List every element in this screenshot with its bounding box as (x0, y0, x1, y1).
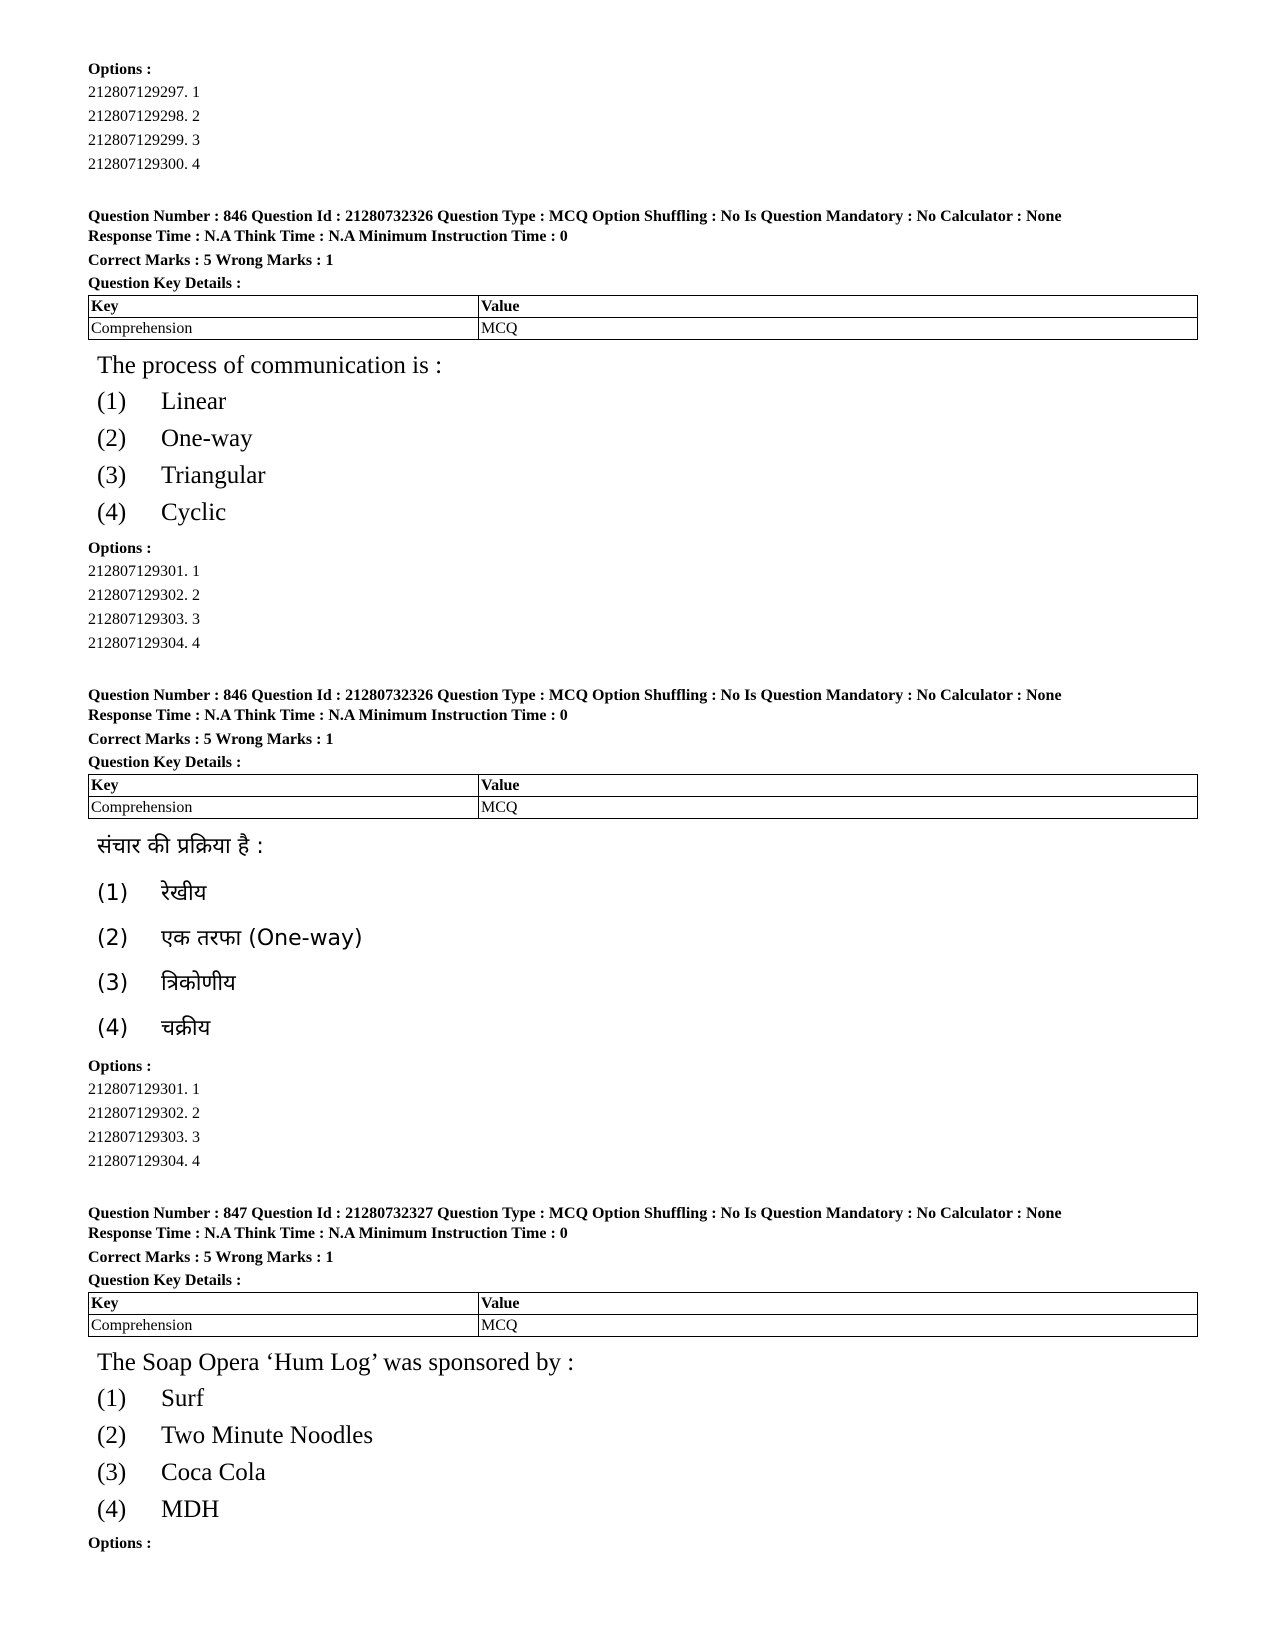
table-header-value: Value (479, 775, 1198, 797)
question-meta-timing: Response Time : N.A Think Time : N.A Minimum Instruction Time : 0 (88, 707, 568, 724)
question-marks: Correct Marks : 5 Wrong Marks : 1 (88, 1249, 334, 1266)
question-text: संचार की प्रक्रिया है : (97, 834, 264, 859)
choice-number: (2) (97, 425, 127, 452)
option-item: 212807129304. 4 (88, 1153, 200, 1170)
table-header-value: Value (479, 296, 1198, 318)
table-row (89, 775, 1198, 797)
table-header-key: Key (89, 1293, 479, 1315)
key-details-label: Question Key Details : (88, 1272, 242, 1289)
question-marks: Correct Marks : 5 Wrong Marks : 1 (88, 731, 334, 748)
option-item: 212807129300. 4 (88, 156, 200, 173)
option-item: 212807129301. 1 (88, 1081, 200, 1098)
table-header-value: Value (479, 1293, 1198, 1315)
answer-choice (97, 916, 1198, 961)
document-page (88, 58, 1198, 1555)
choice-text: Cyclic (161, 499, 227, 526)
table-cell-key: Comprehension (89, 318, 479, 340)
option-item: 212807129301. 1 (88, 563, 200, 580)
table-row (89, 1315, 1198, 1337)
table-cell-key: Comprehension (89, 797, 479, 819)
table-cell-value: MCQ (479, 797, 1198, 819)
choice-text: Linear (161, 388, 227, 415)
key-details-label: Question Key Details : (88, 275, 242, 292)
choice-number: (2) (97, 926, 129, 951)
question-meta-timing: Response Time : N.A Think Time : N.A Minimum Instruction Time : 0 (88, 228, 568, 245)
answer-choice (97, 1006, 1198, 1051)
option-item: 212807129302. 2 (88, 587, 200, 604)
answer-choice (97, 1491, 1198, 1528)
choice-text: Surf (161, 1385, 205, 1412)
choice-text: Two Minute Noodles (161, 1422, 374, 1449)
choice-number: (1) (97, 388, 127, 415)
choice-number: (2) (97, 1422, 127, 1449)
choice-text: One-way (161, 425, 253, 452)
answer-choice (97, 383, 1198, 420)
key-details-table (88, 295, 1198, 340)
choice-text: त्रिकोणीय (161, 971, 236, 996)
choice-text: MDH (161, 1496, 220, 1523)
options-label: Options : (88, 61, 152, 78)
question-meta: Question Number : 846 Question Id : 21280732326 Question Type : MCQ Option Shuffling : No Is Question Mandatory : No Calculator : None (88, 208, 1062, 225)
answer-choice (97, 1417, 1198, 1454)
option-item: 212807129302. 2 (88, 1105, 200, 1122)
choice-text: Triangular (161, 462, 266, 489)
table-cell-value: MCQ (479, 1315, 1198, 1337)
choice-text: एक तरफा (One-way) (161, 926, 363, 951)
option-item: 212807129299. 3 (88, 132, 200, 149)
options-label: Options : (88, 1535, 152, 1552)
option-item: 212807129297. 1 (88, 84, 200, 101)
question-content (97, 348, 1198, 531)
choice-number: (4) (97, 1016, 129, 1041)
option-item: 212807129303. 3 (88, 1129, 200, 1146)
answer-choice (97, 1454, 1198, 1491)
choice-number: (4) (97, 1496, 127, 1523)
question-meta-timing: Response Time : N.A Think Time : N.A Minimum Instruction Time : 0 (88, 1225, 568, 1242)
table-row (89, 318, 1198, 340)
question-meta: Question Number : 847 Question Id : 21280732327 Question Type : MCQ Option Shuffling : No Is Question Mandatory : No Calculator : None (88, 1205, 1062, 1222)
choice-text: रेखीय (161, 881, 207, 906)
choice-text: Coca Cola (161, 1459, 266, 1486)
option-item: 212807129304. 4 (88, 635, 200, 652)
question-content (97, 827, 1198, 1051)
answer-choice (97, 871, 1198, 916)
question-text: The Soap Opera ‘Hum Log’ was sponsored by : (97, 1349, 575, 1376)
question-block (88, 207, 1198, 656)
options-label: Options : (88, 1058, 152, 1075)
choice-number: (1) (97, 881, 129, 906)
key-details-table (88, 774, 1198, 819)
options-block (88, 58, 1198, 177)
question-text: The process of communication is : (97, 352, 443, 379)
choice-text: चक्रीय (161, 1016, 211, 1041)
options-label: Options : (88, 540, 152, 557)
question-content (97, 1345, 1198, 1528)
choice-number: (4) (97, 499, 127, 526)
table-cell-key: Comprehension (89, 1315, 479, 1337)
option-item: 212807129303. 3 (88, 611, 200, 628)
question-marks: Correct Marks : 5 Wrong Marks : 1 (88, 252, 334, 269)
answer-choice (97, 457, 1198, 494)
choice-number: (3) (97, 1459, 127, 1486)
answer-choice (97, 961, 1198, 1006)
choice-number: (1) (97, 1385, 127, 1412)
table-row (89, 797, 1198, 819)
answer-choice (97, 1380, 1198, 1417)
answer-choice (97, 420, 1198, 457)
table-row (89, 1293, 1198, 1315)
choice-number: (3) (97, 971, 129, 996)
question-block (88, 1204, 1198, 1555)
question-meta: Question Number : 846 Question Id : 21280732326 Question Type : MCQ Option Shuffling : No Is Question Mandatory : No Calculator : None (88, 687, 1062, 704)
choice-number: (3) (97, 462, 127, 489)
table-header-key: Key (89, 775, 479, 797)
table-row (89, 296, 1198, 318)
question-block (88, 686, 1198, 1174)
key-details-table (88, 1292, 1198, 1337)
option-item: 212807129298. 2 (88, 108, 200, 125)
answer-choice (97, 494, 1198, 531)
table-header-key: Key (89, 296, 479, 318)
key-details-label: Question Key Details : (88, 754, 242, 771)
table-cell-value: MCQ (479, 318, 1198, 340)
